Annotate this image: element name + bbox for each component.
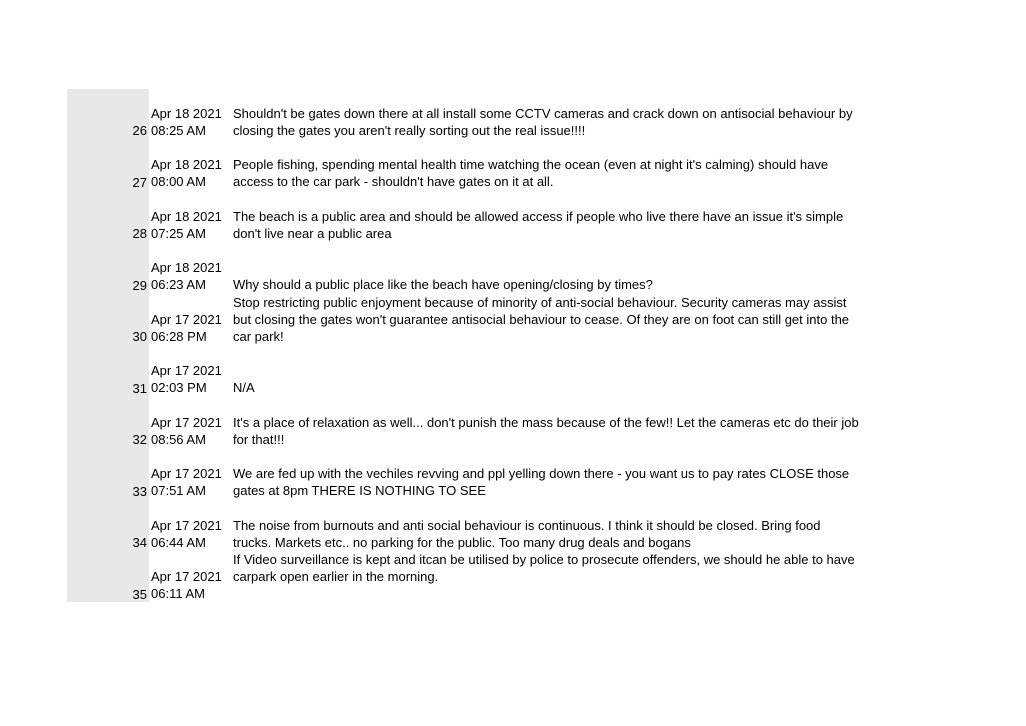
row-number: 35 [132, 587, 147, 602]
row-date: Apr 17 2021 [151, 466, 222, 481]
comment-line: access to the car park - shouldn't have gates on it at all. [233, 174, 554, 189]
comment-line: but closing the gates won't guarantee antisocial behaviour to cease. Of they are on foot can still get into the [233, 312, 850, 327]
row-number: 34 [132, 535, 147, 550]
comment-line: for that!!! [233, 432, 285, 447]
row-time: 06:28 PM [151, 329, 207, 344]
comment-line: closing the gates you aren't really sorting out the real issue!!!! [233, 123, 586, 138]
row-date: Apr 17 2021 [151, 569, 222, 584]
row-number: 29 [132, 278, 147, 293]
row-number: 28 [132, 226, 147, 241]
comment-line: If Video surveillance is kept and itcan be utilised by police to prosecute offenders, we should he able to have [233, 552, 855, 567]
row-date: Apr 18 2021 [151, 157, 222, 172]
row-date: Apr 17 2021 [151, 518, 222, 533]
row-date: Apr 18 2021 [151, 260, 222, 275]
comment-line: N/A [233, 380, 255, 395]
comment-line: Why should a public place like the beach have opening/closing by times? [233, 277, 653, 292]
comment-line: don't live near a public area [233, 226, 392, 241]
row-time: 07:25 AM [151, 226, 206, 241]
comment-line: car park! [233, 329, 284, 344]
row-number: 26 [132, 123, 147, 138]
comment-line: It's a place of relaxation as well... don't punish the mass because of the few!! Let the cameras etc do their job [233, 415, 859, 430]
row-number-gutter [67, 89, 149, 602]
row-date: Apr 18 2021 [151, 209, 222, 224]
row-number: 31 [132, 381, 147, 396]
row-time: 06:44 AM [151, 535, 206, 550]
row-number: 27 [132, 175, 147, 190]
comment-line: carpark open earlier in the morning. [233, 569, 439, 584]
comment-line: We are fed up with the vechiles revving and ppl yelling down there - you want us to pay rates CLOSE those [233, 466, 850, 481]
row-date: Apr 17 2021 [151, 312, 222, 327]
row-number: 32 [132, 432, 147, 447]
row-time: 08:56 AM [151, 432, 206, 447]
row-time: 06:11 AM [151, 586, 205, 601]
row-date: Apr 17 2021 [151, 415, 222, 430]
comment-line: Shouldn't be gates down there at all install some CCTV cameras and crack down on antisocial behaviour by [233, 106, 853, 121]
row-date: Apr 18 2021 [151, 106, 222, 121]
comment-line: trucks. Markets etc.. no parking for the public. Too many drug deals and bogans [233, 535, 691, 550]
row-number: 33 [132, 484, 147, 499]
row-date: Apr 17 2021 [151, 363, 222, 378]
row-time: 06:23 AM [151, 277, 206, 292]
row-time: 07:51 AM [151, 483, 206, 498]
comment-line: People fishing, spending mental health time watching the ocean (even at night it's calming) should have [233, 157, 829, 172]
row-time: 02:03 PM [151, 380, 207, 395]
comment-line: Stop restricting public enjoyment because of minority of anti-social behaviour. Security cameras may assist [233, 295, 847, 310]
row-time: 08:25 AM [151, 123, 206, 138]
row-time: 08:00 AM [151, 174, 206, 189]
comment-line: The noise from burnouts and anti social behaviour is continuous. I think it should be closed. Bring food [233, 518, 821, 533]
row-number: 30 [132, 329, 147, 344]
comment-line: The beach is a public area and should be allowed access if people who live there have an issue it's simple [233, 209, 844, 224]
comment-line: gates at 8pm THERE IS NOTHING TO SEE [233, 483, 486, 498]
